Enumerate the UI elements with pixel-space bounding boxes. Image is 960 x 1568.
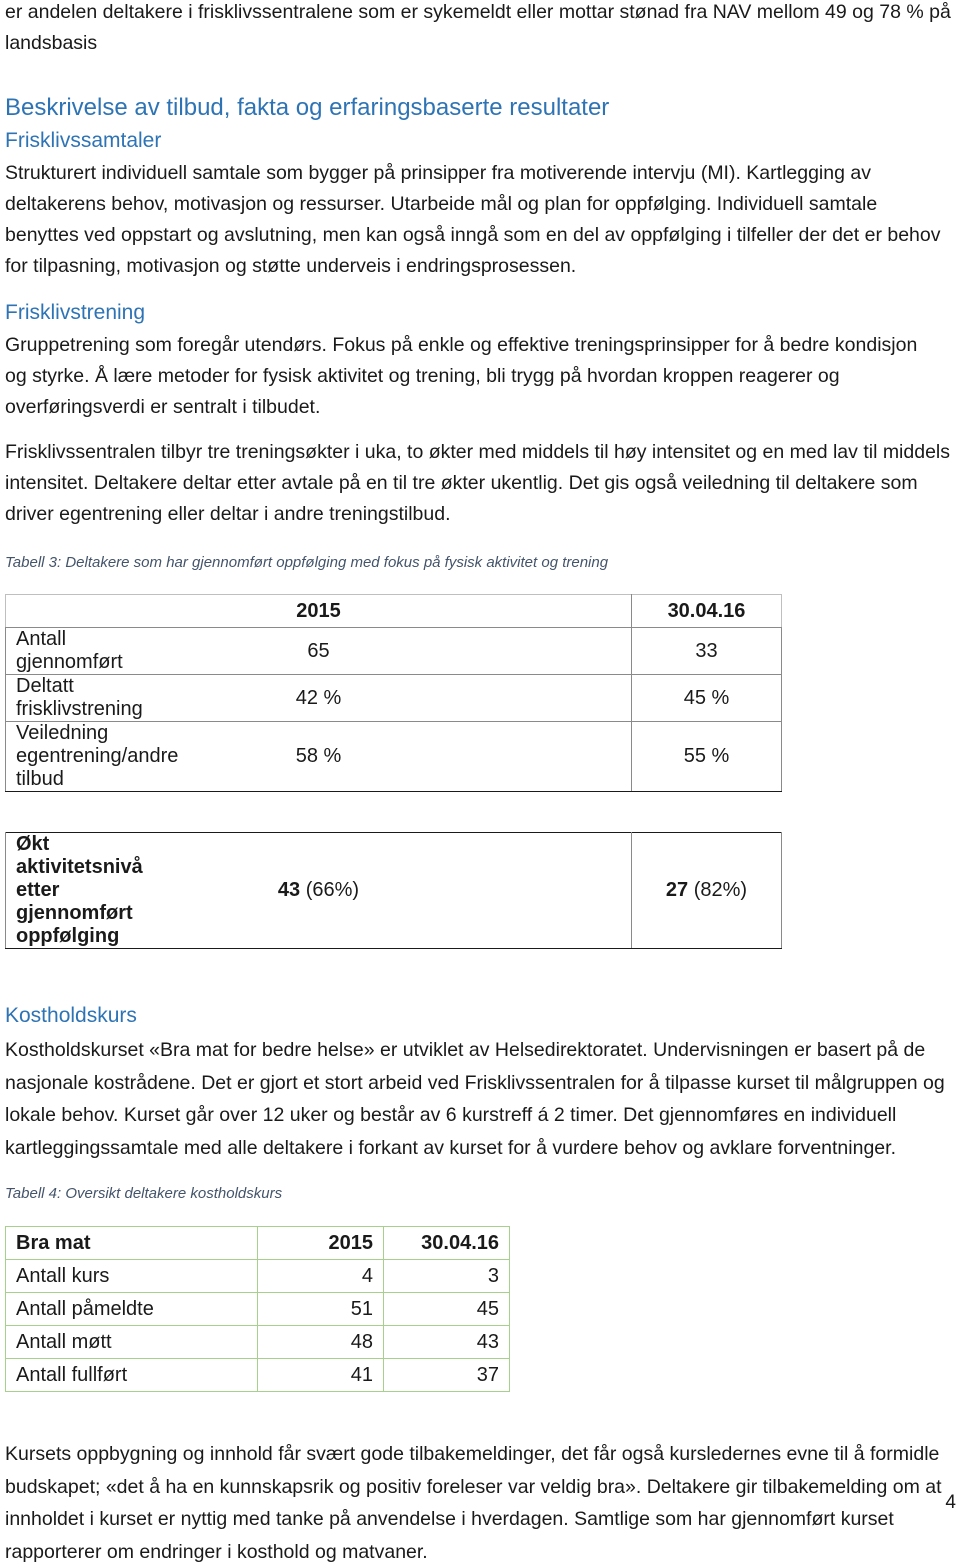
table-row: Deltatt frisklivstrening 42 % 45 % (6, 675, 932, 722)
table3-summary-row: Økt aktivitetsnivå etter gjennomført oppfølging 43 (66%) 27 (82%) (6, 833, 932, 949)
frisklivstrening-text-1: Gruppetrening som foregår utendørs. Fokus på enkle og effektive treningsprinsipper for å bedre kondisjon og styrke. Å lære metoder for fysisk aktivitet og trening, bli trygg på hvordan kroppen reagerer og overføringsverdi er sentralt i tilbudet. (5, 334, 918, 418)
kostholdskurs-text: Kostholdskurset «Bra mat for bedre helse» er utviklet av Helsedirektoratet. Undervisningen er basert på de nasjonale kostrådene. Det er gjort et stort arbeid ved Frisklivssentralen for å tilpasse kurset til målgruppen og lokale behov. Kurset går over 12 uker og består av 6 kurstreff á 2 timer. Det gjennomføres en individuell kartleggingssamtale med alle deltakere i forkant av kurset for å vurdere behov og avklare forventninger. (5, 1039, 945, 1159)
page-number: 4 (945, 1492, 956, 1513)
table4-caption: Tabell 4: Oversikt deltakere kostholdskurs (5, 1185, 283, 1202)
section-heading: Beskrivelse av tilbud, fakta og erfaringsbaserte resultater (5, 94, 610, 121)
intro-paragraph: er andelen deltakere i frisklivssentralene som er sykemeldt eller mottar stønad fra NAV mellom 49 og 78 % på landsbasis (5, 1, 951, 54)
table4 (5, 1226, 510, 1392)
table-row: Antall gjennomført 65 33 (6, 628, 932, 675)
document-page (5, 0, 957, 1568)
table-row: Antall kurs 4 3 (6, 1260, 510, 1293)
closing-paragraph: Kursets oppbygning og innhold får svært gode tilbakemeldinger, det får også kursledernes evne til å formidle budskapet; «det å ha en kunnskapsrik og positiv foreleser var veldig bra». Deltakere gir tilbakemelding om at innholdet i kurset er nyttig med tanke på anvendelse i hverdagen. Samtlige som har gjennomført kurset rapporterer om endringer i kosthold og matvaner. (5, 1443, 942, 1563)
table-row: Antall fullført 41 37 (6, 1359, 510, 1392)
table3-col-300416: 30.04.16 (632, 595, 782, 628)
table3-col-2015: 2015 (6, 595, 632, 628)
kostholdskurs-heading: Kostholdskurs (5, 1004, 137, 1027)
table-row: Antall påmeldte 51 45 (6, 1293, 510, 1326)
table3 (5, 594, 932, 949)
table-row: Antall møtt 48 43 (6, 1326, 510, 1359)
frisklivssamtaler-heading: Frisklivssamtaler (5, 129, 162, 152)
frisklivstrening-heading: Frisklivstrening (5, 301, 146, 324)
table3-caption: Tabell 3: Deltakere som har gjennomført oppfølging med fokus på fysisk aktivitet og trening (5, 554, 609, 571)
table3-header-row (6, 595, 932, 628)
frisklivssamtaler-text: Strukturert individuell samtale som bygger på prinsipper fra motiverende intervju (MI). Kartlegging av deltakerens behov, motivasjon og ressurser. Utarbeide mål og plan for oppfølging. Individuell samtale benyttes ved oppstart og avslutning, men kan også inngå som en del av oppfølging i tilfeller der det er behov for tilpasning, motivasjon og støtte underveis i endringsprosessen. (5, 162, 941, 277)
frisklivstrening-text-2: Frisklivssentralen tilbyr tre treningsøkter i uka, to økter med middels til høy intensitet og en med lav til middels intensitet. Deltakere deltar etter avtale på en til tre økter ukentlig. Det gis også veiledning til deltakere som driver egentrening eller deltar i andre treningstilbud. (5, 441, 951, 525)
table4-header-row: Bra mat 2015 30.04.16 (6, 1227, 510, 1260)
table-row: Veiledning egentrening/andre tilbud 58 % 55 % (6, 722, 932, 792)
